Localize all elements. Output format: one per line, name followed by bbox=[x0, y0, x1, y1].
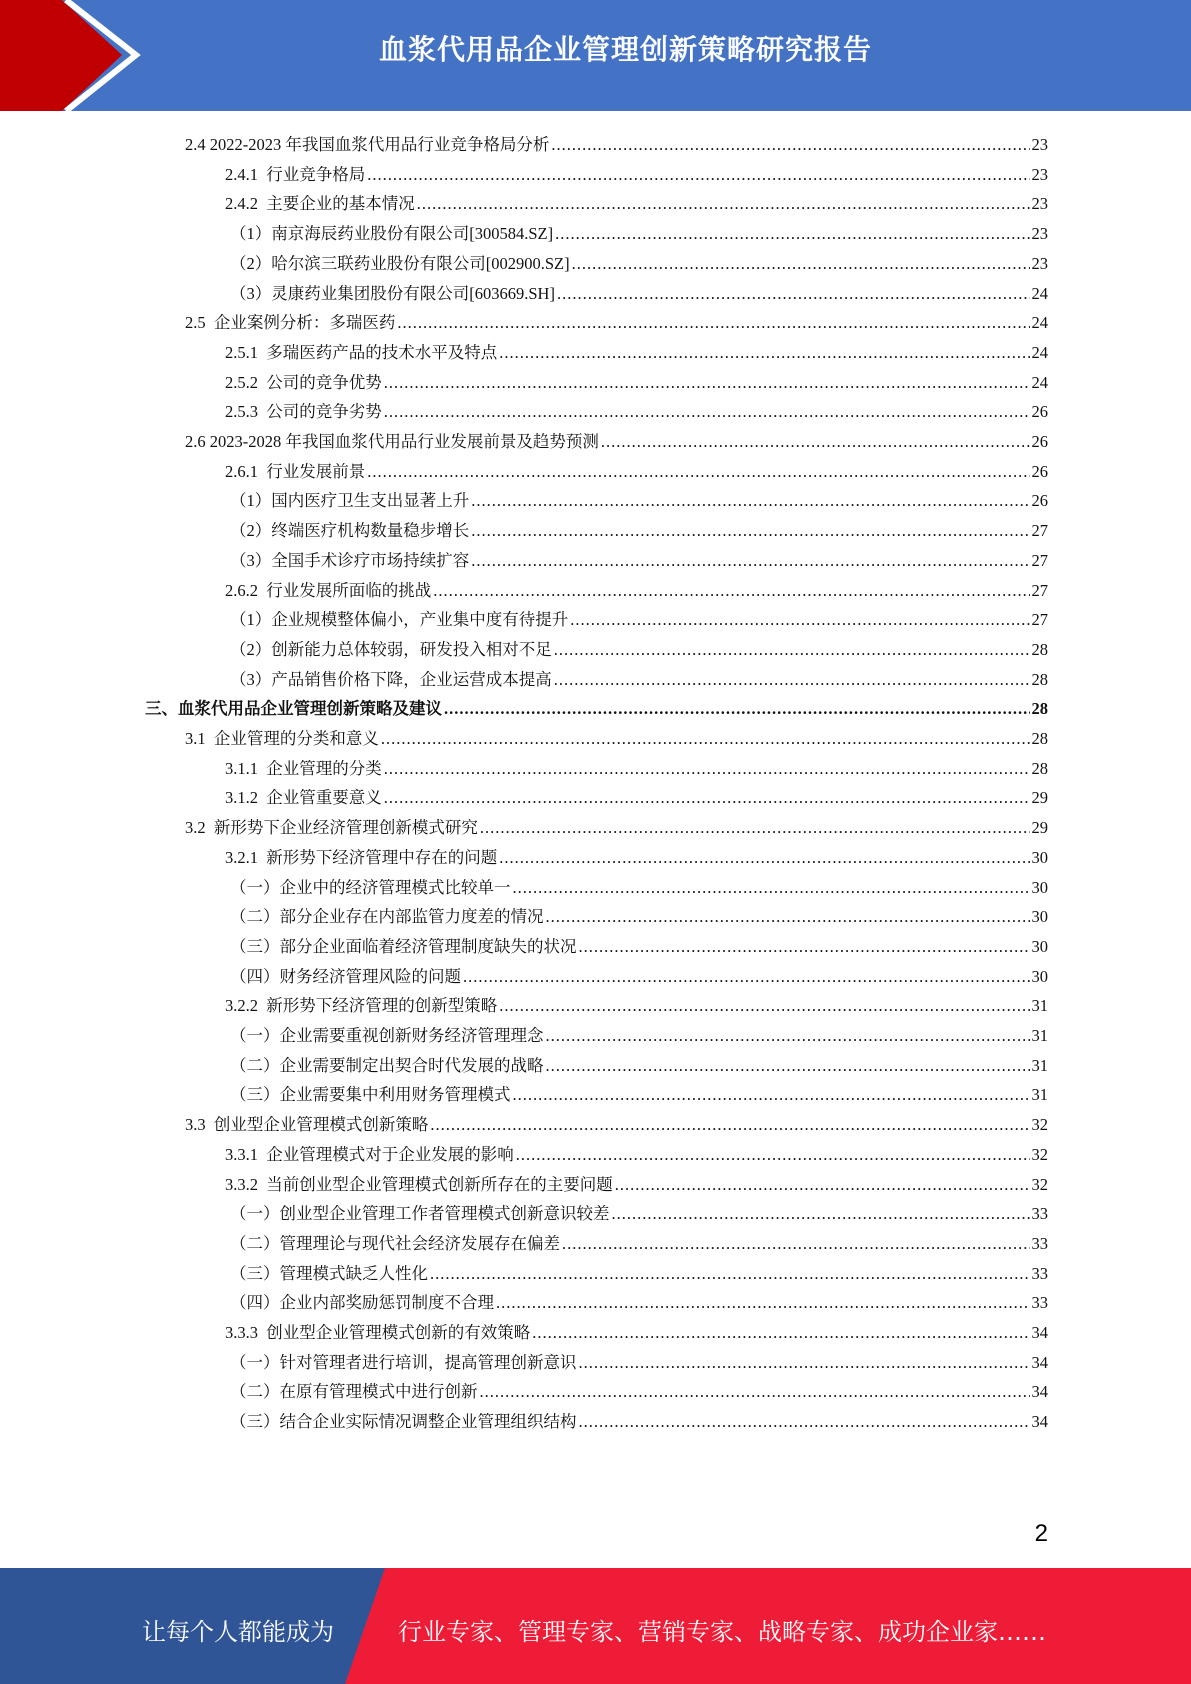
toc-entry-page: 31 bbox=[1031, 1026, 1048, 1045]
toc-leader-dots bbox=[513, 1080, 1030, 1110]
toc-leader-dots bbox=[579, 932, 1030, 962]
toc-leader-dots bbox=[367, 160, 1029, 190]
toc-entry-page: 28 bbox=[1031, 639, 1048, 659]
toc-leader-dots bbox=[546, 902, 1030, 932]
toc-leader-dots bbox=[417, 189, 1030, 219]
toc-entry[interactable] bbox=[230, 516, 1048, 546]
toc-entry-title: （四）企业内部奖励惩罚制度不合理 bbox=[230, 1293, 494, 1313]
toc-entry-title: （三）企业需要集中利用财务管理模式 bbox=[230, 1085, 511, 1105]
toc-leader-dots bbox=[384, 368, 1030, 398]
toc-leader-dots bbox=[554, 665, 1030, 695]
toc-entry-title: 3.3 创业型企业管理模式创新策略 bbox=[185, 1115, 429, 1135]
toc-leader-dots bbox=[516, 1140, 1030, 1170]
toc-leader-dots bbox=[499, 843, 1029, 873]
toc-entry-title: 2.5.1 多瑞医药产品的技术水平及特点 bbox=[225, 342, 498, 362]
toc-leader-dots bbox=[499, 991, 1029, 1021]
toc-entry-page: 23 bbox=[1031, 253, 1048, 273]
toc-entry-page: 29 bbox=[1031, 818, 1048, 838]
toc-entry-title: 3.2.1 新形势下经济管理中存在的问题 bbox=[225, 847, 498, 867]
toc-entry[interactable] bbox=[185, 427, 1048, 457]
toc-entry-page: 26 bbox=[1031, 432, 1048, 451]
toc-entry-title: 2.5.2 公司的竞争优势 bbox=[225, 372, 382, 392]
toc-entry-title: 三、血浆代用品企业管理创新策略及建议 bbox=[145, 699, 442, 719]
toc-entry-page: 33 bbox=[1031, 1204, 1048, 1224]
toc-entry[interactable] bbox=[225, 576, 1048, 606]
toc-entry-page: 34 bbox=[1031, 1323, 1048, 1342]
toc-entry[interactable] bbox=[225, 1170, 1048, 1200]
toc-entry-title: （3）灵康药业集团股份有限公司[603669.SH] bbox=[230, 283, 555, 303]
toc-entry-title: 3.3.2 当前创业型企业管理模式创新所存在的主要问题 bbox=[225, 1174, 613, 1194]
toc-entry-page: 29 bbox=[1031, 788, 1048, 808]
toc-entry-page: 33 bbox=[1031, 1263, 1048, 1283]
toc-entry[interactable] bbox=[230, 962, 1048, 992]
toc-leader-dots bbox=[612, 1199, 1030, 1229]
toc-leader-dots bbox=[601, 427, 1030, 457]
toc-entry-title: （三）部分企业面临着经济管理制度缺失的状况 bbox=[230, 936, 577, 956]
toc-entry-title: 3.3.3 创业型企业管理模式创新的有效策略 bbox=[225, 1323, 531, 1342]
toc-entry-page: 30 bbox=[1031, 907, 1048, 927]
toc-entry-title: 2.6.2 行业发展所面临的挑战 bbox=[225, 580, 432, 600]
toc-entry[interactable] bbox=[145, 694, 1048, 724]
footer-slogan-left: 让每个人都能成为 bbox=[142, 1618, 334, 1646]
toc-entry[interactable] bbox=[230, 1407, 1048, 1437]
toc-entry-title: （3）全国手术诊疗市场持续扩容 bbox=[230, 550, 470, 570]
toc-entry[interactable] bbox=[230, 635, 1048, 665]
toc-entry-page: 24 bbox=[1031, 283, 1048, 303]
toc-entry-title: （一）针对管理者进行培训，提高管理创新意识 bbox=[230, 1352, 577, 1372]
toc-entry-page: 34 bbox=[1031, 1412, 1048, 1432]
toc-entry-page: 27 bbox=[1031, 580, 1048, 600]
toc-leader-dots bbox=[384, 397, 1030, 427]
toc-leader-dots bbox=[551, 130, 1029, 160]
toc-entry[interactable] bbox=[225, 1140, 1048, 1170]
toc-entry-title: （3）产品销售价格下降，企业运营成本提高 bbox=[230, 669, 552, 689]
toc-entry-title: 2.4 2022-2023 年我国血浆代用品行业竞争格局分析 bbox=[185, 135, 550, 154]
toc-entry[interactable] bbox=[185, 1110, 1048, 1140]
toc-entry-title: （2）终端医疗机构数量稳步增长 bbox=[230, 521, 470, 541]
toc-entry[interactable] bbox=[230, 486, 1048, 516]
toc-entry-page: 24 bbox=[1031, 372, 1048, 392]
toc-entry[interactable] bbox=[225, 397, 1048, 427]
toc-leader-dots bbox=[554, 635, 1030, 665]
toc-entry-page: 23 bbox=[1031, 194, 1048, 214]
toc-entry-title: 2.6 2023-2028 年我国血浆代用品行业发展前景及趋势预测 bbox=[185, 432, 599, 451]
footer-slogan-right: 行业专家、管理专家、营销专家、战略专家、成功企业家…… bbox=[398, 1618, 1046, 1646]
toc-entry-page: 23 bbox=[1031, 164, 1048, 184]
toc-entry-title: 3.2.2 新形势下经济管理的创新型策略 bbox=[225, 996, 498, 1016]
toc-leader-dots bbox=[546, 1051, 1030, 1081]
toc-leader-dots bbox=[579, 1348, 1030, 1378]
toc-entry-page: 32 bbox=[1031, 1174, 1048, 1194]
toc-entry[interactable] bbox=[230, 605, 1048, 635]
toc-entry-page: 32 bbox=[1031, 1144, 1048, 1164]
toc-entry-title: （二）管理理论与现代社会经济发展存在偏差 bbox=[230, 1233, 560, 1253]
toc-leader-dots bbox=[433, 576, 1029, 606]
toc-leader-dots bbox=[557, 279, 1030, 309]
toc-entry[interactable] bbox=[225, 783, 1048, 813]
toc-leader-dots bbox=[555, 219, 1029, 249]
toc-entry-page: 27 bbox=[1031, 610, 1048, 630]
toc-entry-page: 30 bbox=[1031, 847, 1048, 867]
toc-entry-title: （一）创业型企业管理工作者管理模式创新意识较差 bbox=[230, 1204, 610, 1224]
toc-entry-title: （1）南京海辰药业股份有限公司[300584.SZ] bbox=[230, 224, 554, 244]
toc-entry[interactable] bbox=[230, 873, 1048, 903]
page-header bbox=[0, 0, 1191, 111]
toc-leader-dots bbox=[480, 813, 1030, 843]
toc-entry-title: 3.3.1 企业管理模式对于企业发展的影响 bbox=[225, 1144, 514, 1164]
toc-entry-page: 28 bbox=[1031, 758, 1048, 778]
toc-entry-page: 26 bbox=[1031, 491, 1048, 511]
toc-entry[interactable] bbox=[230, 1229, 1048, 1259]
toc-entry-title: （三）管理模式缺乏人性化 bbox=[230, 1263, 428, 1283]
toc-entry[interactable] bbox=[225, 368, 1048, 398]
toc-entry-page: 26 bbox=[1031, 402, 1048, 422]
toc-entry-title: 2.4.1 行业竞争格局 bbox=[225, 164, 366, 184]
toc-entry[interactable] bbox=[225, 189, 1048, 219]
toc-leader-dots bbox=[499, 338, 1029, 368]
toc-entry[interactable] bbox=[230, 546, 1048, 576]
toc-entry-title: 2.4.2 主要企业的基本情况 bbox=[225, 194, 415, 214]
toc-entry-page: 30 bbox=[1031, 877, 1048, 897]
toc-entry[interactable] bbox=[230, 902, 1048, 932]
toc-entry[interactable] bbox=[225, 843, 1048, 873]
toc-entry[interactable] bbox=[185, 813, 1048, 843]
toc-leader-dots bbox=[463, 962, 1030, 992]
toc-leader-dots bbox=[572, 249, 1030, 279]
toc-entry-page: 28 bbox=[1031, 729, 1048, 748]
toc-entry-page: 34 bbox=[1031, 1382, 1048, 1402]
toc-entry-page: 26 bbox=[1031, 461, 1048, 481]
toc-entry-title: （二）在原有管理模式中进行创新 bbox=[230, 1382, 478, 1402]
toc-entry[interactable] bbox=[230, 1348, 1048, 1378]
toc-entry[interactable] bbox=[230, 1377, 1048, 1407]
toc-entry-title: （一）企业需要重视创新财务经济管理理念 bbox=[230, 1026, 544, 1045]
toc-entry-page: 31 bbox=[1031, 1055, 1048, 1075]
toc-entry-title: （二）企业需要制定出契合时代发展的战略 bbox=[230, 1055, 544, 1075]
toc-entry[interactable] bbox=[230, 1080, 1048, 1110]
toc-entry[interactable] bbox=[230, 1288, 1048, 1318]
toc-entry[interactable] bbox=[225, 457, 1048, 487]
toc-leader-dots bbox=[384, 754, 1030, 784]
toc-entry[interactable] bbox=[230, 1021, 1048, 1051]
toc-entry[interactable] bbox=[230, 219, 1048, 249]
toc-entry-title: （1）企业规模整体偏小，产业集中度有待提升 bbox=[230, 610, 569, 630]
toc-leader-dots bbox=[471, 486, 1029, 516]
toc-entry-title: 3.1.1 企业管理的分类 bbox=[225, 758, 382, 778]
toc-entry-page: 23 bbox=[1031, 224, 1048, 244]
toc-leader-dots bbox=[513, 873, 1030, 903]
toc-entry[interactable] bbox=[230, 1259, 1048, 1289]
toc-entry-page: 23 bbox=[1031, 135, 1048, 154]
toc-leader-dots bbox=[397, 308, 1029, 338]
toc-entry-title: （2）哈尔滨三联药业股份有限公司[002900.SZ] bbox=[230, 253, 570, 273]
page-number: 2 bbox=[1034, 1520, 1048, 1547]
toc-entry[interactable] bbox=[230, 279, 1048, 309]
toc-leader-dots bbox=[579, 1407, 1030, 1437]
toc-leader-dots bbox=[430, 1259, 1030, 1289]
toc-entry-page: 27 bbox=[1031, 521, 1048, 541]
toc-entry[interactable] bbox=[230, 665, 1048, 695]
toc-entry-title: 3.1.2 企业管重要意义 bbox=[225, 788, 382, 808]
toc-entry[interactable] bbox=[185, 130, 1048, 160]
toc-leader-dots bbox=[384, 783, 1030, 813]
toc-entry-title: （一）企业中的经济管理模式比较单一 bbox=[230, 877, 511, 897]
toc-leader-dots bbox=[430, 1110, 1029, 1140]
toc-entry-page: 31 bbox=[1031, 1085, 1048, 1105]
toc-entry[interactable] bbox=[230, 249, 1048, 279]
toc-entry[interactable] bbox=[230, 932, 1048, 962]
toc-entry-title: 3.2 新形势下企业经济管理创新模式研究 bbox=[185, 818, 478, 838]
toc-entry-page: 34 bbox=[1031, 1352, 1048, 1372]
toc-entry-page: 27 bbox=[1031, 550, 1048, 570]
toc-leader-dots bbox=[562, 1229, 1030, 1259]
toc-entry-page: 28 bbox=[1031, 669, 1048, 689]
toc-leader-dots bbox=[471, 516, 1029, 546]
toc-leader-dots bbox=[570, 605, 1029, 635]
toc-leader-dots bbox=[367, 457, 1029, 487]
toc-entry[interactable] bbox=[225, 754, 1048, 784]
toc-entry-title: 2.6.1 行业发展前景 bbox=[225, 461, 366, 481]
toc-entry-page: 33 bbox=[1031, 1293, 1048, 1313]
toc-entry-page: 30 bbox=[1031, 936, 1048, 956]
toc-entry[interactable] bbox=[185, 724, 1048, 754]
toc-leader-dots bbox=[381, 724, 1030, 754]
toc-leader-dots bbox=[471, 546, 1029, 576]
toc-entry-page: 24 bbox=[1031, 342, 1048, 362]
toc-entry-page: 32 bbox=[1031, 1115, 1048, 1135]
toc-entry[interactable] bbox=[225, 160, 1048, 190]
toc-entry-page: 28 bbox=[1031, 699, 1048, 719]
toc-entry-title: 2.5 企业案例分析：多瑞医药 bbox=[185, 313, 396, 333]
toc-entry[interactable] bbox=[230, 1051, 1048, 1081]
toc-entry-title: （二）部分企业存在内部监管力度差的情况 bbox=[230, 907, 544, 927]
toc-entry-page: 24 bbox=[1031, 313, 1048, 333]
toc-entry-title: （1）国内医疗卫生支出显著上升 bbox=[230, 491, 470, 511]
toc-entry-title: （2）创新能力总体较弱，研发投入相对不足 bbox=[230, 639, 552, 659]
toc-leader-dots bbox=[532, 1318, 1029, 1348]
toc-leader-dots bbox=[546, 1021, 1030, 1051]
toc-entry-title: （四）财务经济管理风险的问题 bbox=[230, 966, 461, 986]
toc-entry-title: 3.1 企业管理的分类和意义 bbox=[185, 729, 379, 748]
toc-leader-dots bbox=[444, 694, 1030, 724]
toc-leader-dots bbox=[480, 1377, 1030, 1407]
toc-entry[interactable] bbox=[225, 991, 1048, 1021]
toc-entry-title: 2.5.3 公司的竞争劣势 bbox=[225, 402, 382, 422]
toc-leader-dots bbox=[496, 1288, 1030, 1318]
toc-entry-page: 33 bbox=[1031, 1233, 1048, 1253]
report-title: 血浆代用品企业管理创新策略研究报告 bbox=[378, 33, 872, 66]
toc-entry-page: 30 bbox=[1031, 966, 1048, 986]
toc-entry[interactable] bbox=[225, 338, 1048, 368]
toc-entry[interactable] bbox=[225, 1318, 1048, 1348]
toc-leader-dots bbox=[615, 1170, 1030, 1200]
toc-entry-title: （三）结合企业实际情况调整企业管理组织结构 bbox=[230, 1412, 577, 1432]
toc-entry[interactable] bbox=[230, 1199, 1048, 1229]
toc-entry[interactable] bbox=[185, 308, 1048, 338]
toc-entry-page: 31 bbox=[1031, 996, 1048, 1016]
